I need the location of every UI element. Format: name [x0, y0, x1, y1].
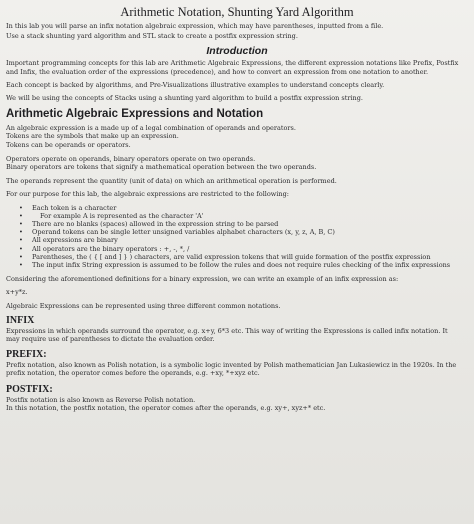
bullet-icon: • — [19, 220, 23, 229]
infix-line-2: may require use of parentheses to dictate the evaluation order. — [6, 335, 215, 344]
list-item: • For example A is represented as the character 'A' — [19, 211, 204, 220]
considering-paragraph: Considering the aforementioned definitions for a binary expression, we can write an example of an infix expression as: — [6, 275, 399, 284]
prefix-heading: PREFIX: — [6, 349, 47, 361]
infix-heading: INFIX — [6, 314, 35, 326]
list-item: • There are no blanks (spaces) allowed in the expression string to be parsed — [19, 220, 279, 229]
intro-line-2: Use a stack shunting yard algorithm and STL stack to create a postfix expression string. — [6, 32, 298, 41]
bullet-icon: • — [19, 252, 23, 261]
infix-example: x+y*z. — [6, 288, 28, 297]
algebraic-heading: Arithmetic Algebraic Expressions and Notation — [6, 108, 264, 121]
bullet-icon: • — [19, 211, 23, 220]
bullet-icon: • — [19, 203, 23, 212]
list-item: • All operators are the binary operators : +, -, *, / — [19, 244, 190, 253]
infix-block — [6, 327, 468, 343]
operators-line-2: Binary operators are tokens that signify a mathematical operation between the two operands. — [6, 163, 317, 172]
restrictions-paragraph: For our purpose for this lab, the algebraic expressions are restricted to the following: — [6, 190, 289, 199]
algebraic-definition-block — [6, 124, 468, 149]
postfix-heading: POSTFIX: — [6, 383, 53, 395]
postfix-block — [6, 396, 468, 412]
prefix-line-1: Prefix notation, also known as Polish notation, is a symbolic logic invented by Polish mathematician Jan Lukasiewicz in the 1920s. In the — [6, 361, 457, 370]
algebraic-line-2: Tokens are the symbols that make up an expression. — [6, 132, 179, 141]
bullet-icon: • — [19, 261, 23, 270]
infix-line-1: Expressions in which operands surround the operator, e.g. x+y, 6*3 etc. This way of writing the Expressions is called infix notation. It — [6, 326, 448, 335]
document-title: Arithmetic Notation, Shunting Yard Algorithm — [120, 5, 354, 19]
list-item: • Operand tokens can be single letter unsigned variables alphabet characters (x, y, z, A, B, C) — [19, 228, 335, 237]
notations-paragraph: Algebraic Expressions can be represented using three different common notations. — [6, 301, 281, 310]
algebraic-line-1: An algebraic expression is a made up of a legal combination of operands and operators. — [6, 124, 296, 133]
prefix-line-2: prefix notation, the operator comes before the operands, e.g. +xy, *+xyz etc. — [6, 369, 260, 378]
list-item: • Parentheses, the ( { [ and ] } ) characters, are valid expression tokens that will guide formation of the postfix expression — [19, 252, 431, 261]
postfix-line-2: In this notation, the postfix notation, the operator comes after the operands, e.g. xy+, xyz+* etc. — [6, 403, 326, 412]
operators-block — [6, 155, 468, 171]
bullet-icon: • — [19, 244, 23, 253]
introduction-paragraph-2: Each concept is backed by algorithms, and Pre-Visualizations illustrative examples to understand concepts clearly. — [6, 80, 385, 89]
bullet-icon: • — [19, 228, 23, 237]
operands-paragraph: The operands represent the quantity (unit of data) on which an arithmetical operation is performed. — [6, 177, 337, 186]
postfix-line-1: Postfix notation is also known as Reverse Polish notation. — [6, 395, 196, 404]
restrictions-list — [6, 204, 468, 270]
prefix-block — [6, 361, 468, 377]
algebraic-line-3: Tokens can be operands or operators. — [6, 140, 131, 149]
introduction-heading: Introduction — [206, 45, 268, 58]
introduction-paragraph-3: We will be using the concepts of Stacks using a shunting yard algorithm to build a postfix expression string. — [6, 94, 363, 103]
operators-line-1: Operators operate on operands, binary operators operate on two operands. — [6, 154, 256, 163]
list-item: • All expressions are binary — [19, 236, 118, 245]
intro-line-1: In this lab you will parse an infix notation algebraic expression, which may have parentheses, inputted from a file. — [6, 22, 384, 30]
list-item: • Each token is a character — [19, 203, 117, 212]
introduction-paragraph-1: Important programming concepts for this lab are Arithmetic Algebraic Expressions, the different expression notations like Prefix, Postfix and Infix, the evaluation order of the expressions (precedence), and how to convert an expression from one notation to another. — [6, 59, 459, 76]
bullet-icon: • — [19, 236, 23, 245]
list-item: • The input infix String expression is assumed to be follow the rules and does not require rules checking of the infix expressions — [19, 261, 451, 270]
